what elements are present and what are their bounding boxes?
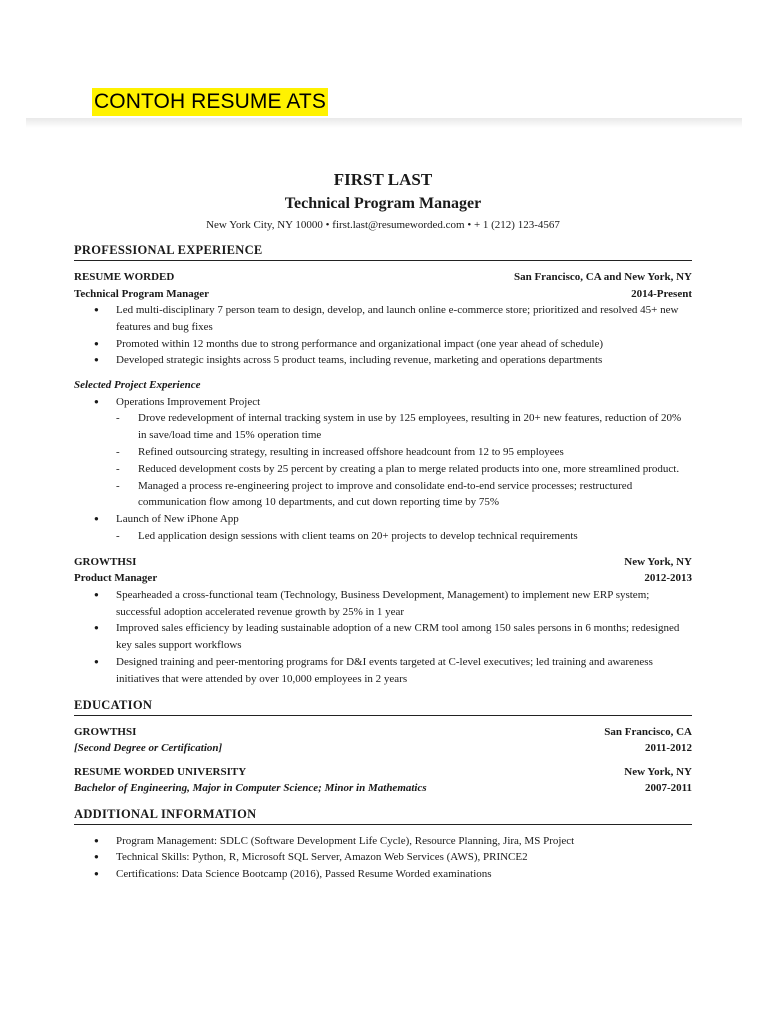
- job-header: [74, 554, 692, 571]
- section-heading-education: EDUCATION: [74, 697, 692, 716]
- bullet-item: ● Certifications: Data Science Bootcamp (2016), Passed Resume Worded examinations: [74, 866, 692, 883]
- bullet-item: ● Technical Skills: Python, R, Microsoft SQL Server, Amazon Web Services (AWS), PRINCE2: [74, 849, 692, 866]
- company-name: GROWTHSI: [74, 555, 137, 568]
- project-details: [116, 410, 692, 511]
- job-role-row: [74, 286, 692, 303]
- project-details: [116, 528, 692, 545]
- section-heading-additional: ADDITIONAL INFORMATION: [74, 806, 692, 825]
- candidate-name: FIRST LAST: [333, 170, 433, 189]
- project-item: [74, 511, 692, 545]
- school-degree: Bachelor of Engineering, Major in Computer Science; Minor in Mathematics: [74, 782, 427, 795]
- school-degree: [Second Degree or Certification]: [74, 742, 223, 755]
- job-location: San Francisco, CA and New York, NY: [513, 271, 692, 283]
- bullet-item: ● Promoted within 12 months due to strong performance and organizational impact (one year ahead of schedule): [74, 336, 692, 353]
- candidate-title: Technical Program Manager: [284, 195, 482, 212]
- bullet-item: ● Improved sales efficiency by leading sustainable adoption of a new CRM tool among 150 sales persons in 6 months; redesigned key sales support workflows: [74, 620, 692, 654]
- bullet-item: ● Led multi-disciplinary 7 person team to design, develop, and launch online e-commerce store; prioritized and resolved 45+ new features and bug fixes: [74, 302, 692, 336]
- project-name: Launch of New iPhone App: [116, 513, 239, 526]
- school-header: [74, 724, 692, 741]
- job-role: Product Manager: [74, 572, 158, 585]
- detail-item: - Led application design sessions with client teams on 20+ projects to develop technical requirements: [116, 528, 692, 545]
- resume-document: [74, 169, 692, 883]
- project-list: [74, 394, 692, 545]
- banner-title: CONTOH RESUME ATS: [92, 88, 328, 116]
- contact-line: New York City, NY 10000 • first.last@resumeworded.com • + 1 (212) 123-4567: [206, 219, 560, 231]
- bullet-item: ● Designed training and peer-mentoring programs for D&I events targeted at C-level executives; led training and awareness initiatives that were attended by over 10,000 employees in 2 years: [74, 654, 692, 688]
- school-dates: 2007-2011: [644, 782, 692, 795]
- section-heading-experience: PROFESSIONAL EXPERIENCE: [74, 242, 692, 261]
- detail-item: - Refined outsourcing strategy, resulting in increased offshore headcount from 12 to 95 employees: [116, 444, 692, 461]
- school-degree-row: [74, 740, 692, 757]
- bullet-item: ● Program Management: SDLC (Software Development Life Cycle), Resource Planning, Jira, MS Project: [74, 833, 692, 850]
- bullet-item: ● Spearheaded a cross-functional team (Technology, Business Development, Management) to implement new ERP system; successful adoption accelerated revenue growth by 25% in 1 year: [74, 587, 692, 621]
- job-header: [74, 269, 692, 286]
- job-role: Technical Program Manager: [74, 287, 210, 300]
- job-location: New York, NY: [624, 555, 692, 568]
- detail-item: - Managed a process re-engineering project to improve and consolidate end-to-end service processes; restructured communication flow among 10 departments, and cut down reporting time by 75%: [116, 478, 692, 512]
- page-edge-shadow: [26, 118, 742, 128]
- detail-item: - Reduced development costs by 25 percent by creating a plan to merge related products into one, more streamlined product.: [116, 461, 692, 478]
- project-name: Operations Improvement Project: [116, 395, 261, 408]
- bullet-item: ● Developed strategic insights across 5 product teams, including revenue, marketing and operations departments: [74, 352, 692, 369]
- job-dates: 2012-2013: [644, 572, 692, 585]
- projects-heading: Selected Project Experience: [74, 379, 201, 392]
- additional-bullets: [74, 833, 692, 883]
- job-bullets: [74, 302, 692, 369]
- job-dates: 2014-Present: [631, 287, 692, 300]
- school-name: RESUME WORDED UNIVERSITY: [74, 765, 247, 778]
- school-degree-row: [74, 780, 692, 797]
- school-location: New York, NY: [624, 765, 692, 778]
- job-bullets: [74, 587, 692, 688]
- school-header: [74, 764, 692, 781]
- project-item: [74, 394, 692, 512]
- job-role-row: [74, 570, 692, 587]
- company-name: RESUME WORDED: [74, 271, 175, 283]
- detail-item: - Drove redevelopment of internal tracking system in use by 125 employees, resulting in 20+ new features, reduction of 20% in save/load time and 15% operation time: [116, 410, 692, 444]
- school-location: San Francisco, CA: [604, 725, 692, 738]
- school-name: GROWTHSI: [74, 725, 137, 738]
- school-dates: 2011-2012: [644, 742, 692, 755]
